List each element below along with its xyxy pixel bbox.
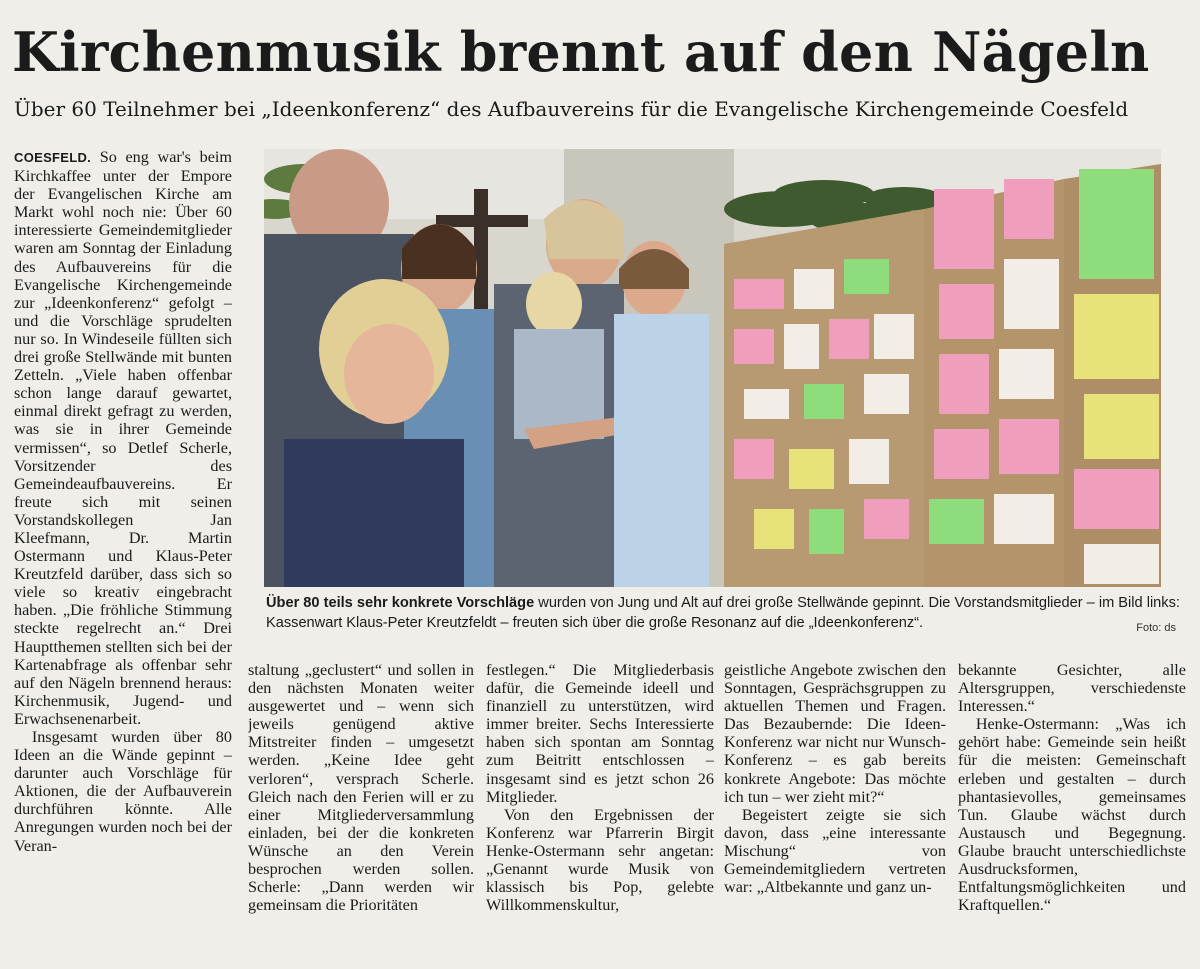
photo-people-at-pinboards-icon [264,149,1161,587]
article-column-1 [14,148,232,958]
paragraph: Begeistert zeigte sie sich davon, dass „eine interessante Mischung“ von Gemeindemitgliedern vertreten war: „Altbekannte und ganz un- [724,805,946,897]
paragraph: Von den Ergebnissen der Konferenz war Pfarrerin Birgit Henke-Ostermann sehr angetan: „Genannt wurde Musik von klassisch bis Pop, gelebte Willkommenskultur, [486,805,714,915]
caption-text: wurden von Jung und Alt auf drei große Stellwände gepinnt. Die Vorstandsmitglieder – im Bild links: Kassenwart Klaus-Peter Kreutzfeldt – freuten sich über die große Resonanz auf die „Ideenkonferenz“. [266,595,1180,631]
paragraph: Insgesamt wurden über 80 Ideen an die Wände gepinnt – darunter auch Vorschläge für Aktionen, die der Aufbauverein durchführen könnte. Alle Anregungen wurden noch bei der Veran- [14,728,232,855]
paragraph: Henke-Ostermann: „Was ich gehört habe: Gemeinde sein heißt für die meisten: Gemeinschaft erleben und gestalten – durch phantasievolles, gemeinsames Tun. Glaube wächst durch Austausch und Begegnung. Glaube braucht unterschiedlichste Ausdrucksformen, Entfaltungsmöglichkeiten und Kraftquellen.“ [958,715,1186,915]
headline: Kirchenmusik brennt auf den Nägeln [12,20,1150,84]
paragraph [14,148,232,728]
paragraph: staltung „geclustert“ und sollen in den nächsten Monaten weiter ausgewertet und – wenn sich jeweils genügend aktive Mitstreiter finden – umgesetzt werden. „Keine Idee geht verloren“, versprach Scherle. Gleich nach den Ferien will er zu einer Mitgliederversammlung einladen, bei der die konkreten Wünsche an den Verein besprochen werden sollen. Scherle: „Dann werden wir gemeinsam die Prioritäten [248,661,474,915]
paragraph-text: So eng war's beim Kirchkaffee unter der Empore der Evangelischen Kirche am Markt wohl noch nie: Über 60 interessierte Gemeindemitglieder waren am Sonntag der Einladung des Aufbauvereins für die Evangelische Kirchengemeinde zur „Ideenkonferenz“ gefolgt – und die Vorschläge sprudelten nur so. In Windeseile füllten sich drei große Stellwände mit bunten Zetteln. „Viele haben offenbar schon lange darauf gewartet, einmal direkt gefragt zu werden, was sie in ihrer Gemeinde vermissen“, so Detlef Scherle, Vorsitzender des Gemeindeaufbauvereins. Er freute sich mit seinen Vorstandskollegen Jan Kleefmann, Dr. Martin Ostermann und Klaus-Peter Kreutzfeld darüber, dass sich so viele so kreativ eingebracht haben. „Die fröhliche Stimmung steckte regelrecht an.“ Drei Hauptthemen stellten sich bei der Kartenabfrage als offenbar sehr auf den Nägeln brennend heraus: Kirchenmusik, Jugend- und Erwachsenenarbeit. [14,148,232,728]
article-column-3 [486,661,714,958]
paragraph: geistliche Angebote zwischen den Sonntagen, Gesprächsgruppen zu aktuellen Themen und Fragen. Das Bezaubernde: Die Ideen-Konferenz war nicht nur Wunsch-Konferenz – es gab bereits konkrete Angebote: Das möchte ich tun – wer zieht mit?“ [724,661,946,806]
article-column-4 [724,661,946,958]
paragraph: festlegen.“ Die Mitgliederbasis dafür, die Gemeinde ideell und finanziell zu unterstützen, wird immer breiter. Sechs Interessierte haben sich spontan am Sonntag zum Beitritt entschlossen – insgesamt sind es jetzt schon 26 Mitglieder. [486,661,714,806]
subheadline: Über 60 Teilnehmer bei „Ideenkonferenz“ des Aufbauvereins für die Evangelische Kirchengemeinde Coesfeld [14,97,1129,121]
article-photo [264,149,1161,587]
article-column-5 [958,661,1186,958]
caption-lead: Über 80 teils sehr konkrete Vorschläge [266,595,535,611]
paragraph: bekannte Gesichter, alle Altersgruppen, verschiedenste Interessen.“ [958,661,1186,716]
photo-credit: Foto: ds [1136,622,1176,634]
article-column-2 [248,661,474,958]
photo-caption [266,593,1186,637]
dateline: COESFELD. [14,150,92,165]
